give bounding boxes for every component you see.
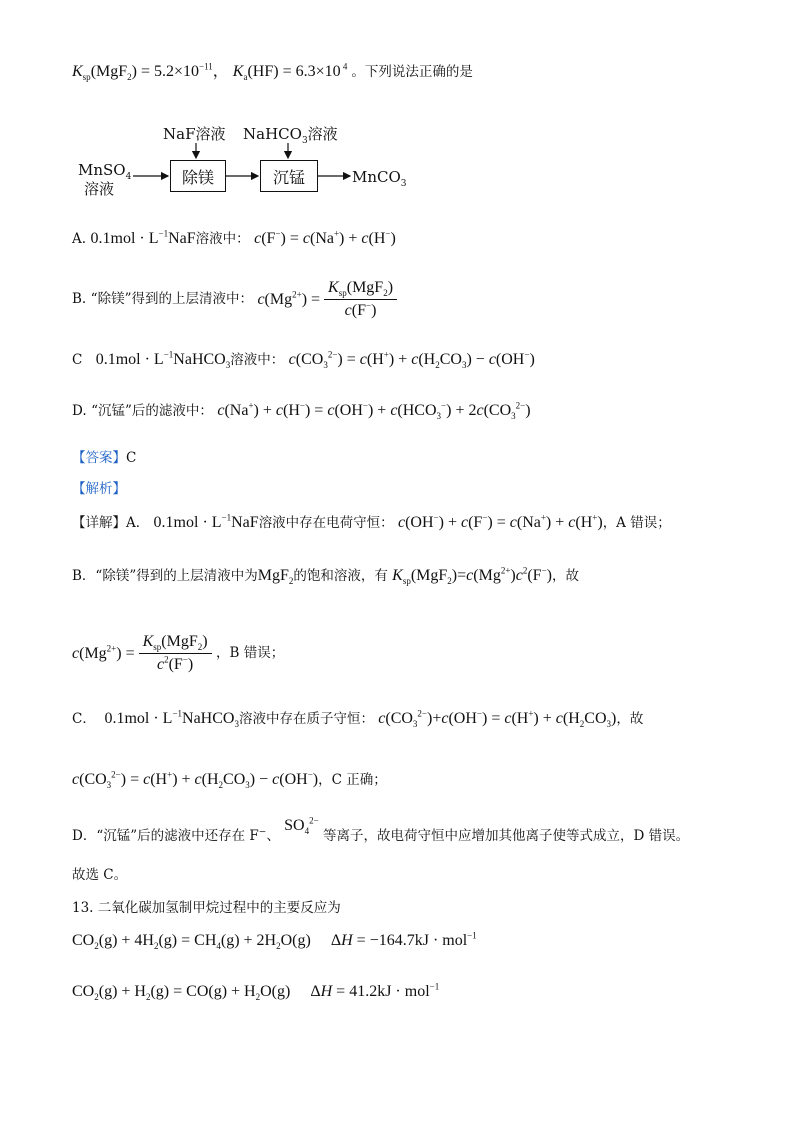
analysis-label: 【解析】 <box>72 481 126 497</box>
answer-line: 【答案】C <box>72 450 137 466</box>
option-a: A. $0.1mol \cdot L^{-1}NaF$溶液中： c(F−) = c(Na+) + c(H−) <box>72 228 396 247</box>
step-precipitate-mn: 沉锰 <box>260 160 318 192</box>
reagent-nahco3: NaHCO$_3$溶液 <box>243 125 338 146</box>
option-b: B. “除镁”得到的上层清液中： $c(Mg^{2+})$ = $\frac{K_{sp}(MgF_2)}{c(F^-)}$ <box>72 280 397 319</box>
detail-d: D．“沉锰”后的滤液中还存在 F−、 $SO_4^{2-}$ 等离子，故电荷守恒中应增加其他离子使等式成立，D 错误。 <box>72 815 690 844</box>
flow-arrows <box>0 0 800 220</box>
conclusion: 故选 C。 <box>72 867 128 883</box>
detail-b: B．“除镁”得到的上层清液中为MgF$_2$的饱和溶液，有 $K_{sp}(MgF_2)=c(Mg^{2+})c^2(F^-)$，故 <box>72 565 579 587</box>
q13-title: 13. 二氧化碳加氢制甲烷过程中的主要反应为 <box>72 900 341 916</box>
option-d: D. “沉锰”后的滤液中： $c(Na^+) + c(H^-) = c(OH^-) + c(HCO_3^-) + 2c(CO_3^{2-})$ <box>72 400 531 422</box>
intro-tail: 。下列说法正确的是 <box>351 64 473 79</box>
reaction-2: $CO_2(g) + H_2(g) = CO(g) + H_2O(g)$ ΔH = 41.2kJ · mol$^{-1}$ <box>72 981 440 1003</box>
option-c: C $0.1mol \cdot L^{-1}NaHCO_3$溶液中： $c(CO_3^{2-}) = c(H^+) + c(H_2CO_3) - c(OH^-)$ <box>72 349 535 371</box>
step-remove-mg: 除镁 <box>170 160 226 192</box>
detail-c2: $c(CO_3^{2-}) = c(H^+) + c(H_2CO_3) - c(OH^-)$，C 正确； <box>72 769 387 791</box>
reaction-1: $CO_2(g) + 4H_2(g) = CH_4(g) + 2H_2O(g)$ ΔH = −164.7kJ · mol$^{-1}$ <box>72 930 477 952</box>
reagent-naf: NaF溶液 <box>163 125 226 143</box>
input-solution: 溶液 <box>84 180 115 198</box>
product-mnco3: MnCO$_3$ <box>352 168 407 189</box>
fraction-ksp: $\frac{K_{sp}(MgF_2)}{c(F^-)}$ <box>324 280 397 319</box>
detail-a: 【详解】A． $0.1mol \cdot L^{-1}NaF$溶液中存在电荷守恒： c(OH−) + c(F−) = c(Na+) + c(H+)，A 错误； <box>72 512 671 531</box>
detail-c: C． $0.1mol \cdot L^{-1}NaHCO_3$溶液中存在质子守恒： $c(CO_3^{2-})+c(OH^-) = c(H^+) + c(H_2CO_3)$，故 <box>72 708 644 730</box>
detail-b2: $c(Mg^{2+})$ = $\frac{K_{sp}(MgF_2)}{c^2(F^-)}$ ，B 错误； <box>72 633 285 673</box>
input-mnso4: MnSO$_4$ <box>78 161 132 182</box>
intro-line: $K_{sp}(MgF_2) = 5.2\times 10^{-11}$， $K_a(HF) = 6.3\times 10$ $^4$ 。下列说法正确的是 <box>72 61 473 83</box>
